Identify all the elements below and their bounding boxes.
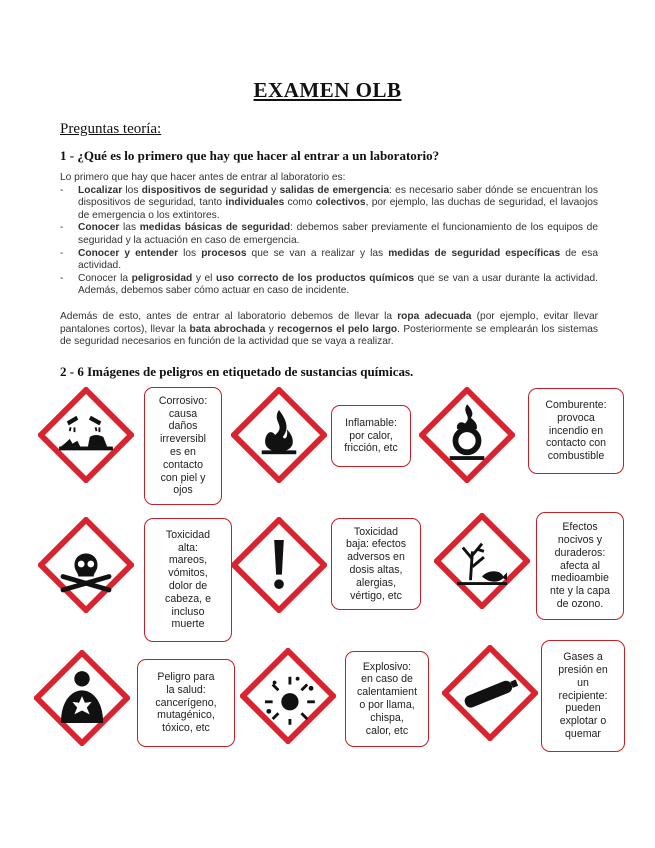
hazard-text-line: irreversibl xyxy=(160,433,206,446)
hazard-text-line: Inflamable: xyxy=(345,416,397,429)
hazard-description xyxy=(144,387,222,505)
hazard-text-line: nocivos y xyxy=(557,534,603,546)
skull-icon xyxy=(38,517,134,613)
hazard-text-line: alergias, xyxy=(355,576,397,589)
section-heading: Preguntas teoría: xyxy=(60,121,162,137)
hazard-text-line: alta: xyxy=(177,541,198,554)
hazard-text-line: cancerígeno, xyxy=(155,696,217,709)
hazard-text-line: contacto xyxy=(162,458,204,471)
hazard-text-line: Comburente: xyxy=(545,399,607,411)
hazard-text-line: un xyxy=(577,676,589,689)
hazard-text-line: explotar o xyxy=(559,715,607,728)
hazard-description xyxy=(345,651,429,747)
page-title: EXAMEN OLB xyxy=(253,78,402,102)
hazard-description xyxy=(541,640,625,752)
list-item: - Conocer la peligrosidad y el uso correcto de los productos químicos que se van a usar durante la actividad. Además, debemos saber cómo actuar en caso de incidente. xyxy=(60,273,598,298)
flammable-icon xyxy=(231,387,327,483)
hazard-text-line: Explosivo: xyxy=(362,660,412,673)
hazard-text-line: en caso de xyxy=(361,673,413,686)
answer-intro: Lo primero que hay que hacer antes de entrar al laboratorio es: xyxy=(60,172,346,183)
hazard-text-line: vértigo, etc xyxy=(350,589,402,602)
health-hazard-icon xyxy=(34,650,130,746)
hazard-text-line: con piel y xyxy=(160,471,206,484)
hazard-text-line: Gases a xyxy=(563,651,603,664)
question-2-heading: 2 - 6 Imágenes de peligros en etiquetado de sustancias químicas. xyxy=(60,364,414,379)
hazard-text-line: calentamient xyxy=(356,686,418,699)
hazard-text-line: incluso xyxy=(171,605,205,618)
hazard-text-line: quemar xyxy=(565,727,601,740)
hazard-text-line: contacto con xyxy=(545,437,607,450)
answer-list xyxy=(60,185,598,298)
hazard-text-line: chispa, xyxy=(370,711,404,724)
hazard-text-line: tóxico, etc xyxy=(162,722,210,735)
list-item: - Localizar los dispositivos de seguridad y salidas de emergencia: es necesario saber dónde se encuentran los dispositivos de seguridad, tanto individuales como colectivos, por ejemplo, las duchas de seguridad, el lavaojos de emergencia o los extintores. xyxy=(60,185,598,223)
hazard-description xyxy=(137,659,235,747)
hazard-text-line: causa xyxy=(168,407,198,420)
hazard-text-line: Toxicidad xyxy=(353,525,399,538)
question-1-heading: 1 - ¿Qué es lo primero que hay que hacer al entrar a un laboratorio? xyxy=(60,148,440,163)
hazard-text-line: nte y la capa xyxy=(549,585,611,598)
hazard-text-line: cabeza, e xyxy=(165,592,211,605)
hazard-text-line: dolor de xyxy=(168,580,208,592)
hazard-text-line: de ozono. xyxy=(556,597,604,610)
hazard-text-line: presión en xyxy=(558,664,608,676)
hazard-text-line: la salud: xyxy=(166,683,206,696)
hazard-text-line: Peligro para xyxy=(157,671,215,683)
hazard-text-line: incendio en xyxy=(548,424,604,437)
hazard-text-line: fricción, etc xyxy=(344,442,398,455)
hazard-text-line: calor, etc xyxy=(365,724,409,737)
hazard-text-line: afecta al xyxy=(559,559,601,572)
hazard-description xyxy=(528,388,624,474)
hazard-text-line: adversos en xyxy=(347,551,405,564)
hazard-description xyxy=(331,518,421,610)
hazard-text-line: combustible xyxy=(547,450,605,463)
oxidizer-icon xyxy=(419,387,515,483)
hazard-text-line: duraderos: xyxy=(554,546,606,559)
hazard-text-line: daños xyxy=(168,420,198,433)
hazard-text-line: dosis altas, xyxy=(349,564,403,576)
hazard-text-line: es en xyxy=(170,446,196,458)
hazard-text-line: vómitos, xyxy=(168,567,208,580)
hazard-text-line: Toxicidad xyxy=(165,528,211,541)
hazard-text-line: Efectos xyxy=(562,521,598,534)
hazard-text-line: Corrosivo: xyxy=(158,394,208,407)
gas-cylinder-icon xyxy=(442,645,538,741)
hazard-description xyxy=(536,512,624,620)
environment-icon xyxy=(434,513,530,609)
hazard-text-line: o por llama, xyxy=(359,699,415,711)
list-item: - Conocer las medidas básicas de seguridad: debemos saber previamente el funcionamiento de los equipos de seguridad y la actuación en caso de emergencia. xyxy=(60,222,598,247)
hazard-text-line: ojos xyxy=(173,484,193,497)
hazard-text-line: provoca xyxy=(557,411,595,424)
hazard-text-line: baja: efectos xyxy=(345,538,407,551)
hazard-text-line: por calor, xyxy=(349,429,393,442)
corrosive-icon xyxy=(38,387,134,483)
hazard-text-line: pueden xyxy=(565,702,601,715)
hazard-description xyxy=(144,518,232,642)
question-1-answer xyxy=(60,172,598,349)
hazard-text-line: mutagénico, xyxy=(157,709,215,722)
hazard-description xyxy=(331,405,411,467)
exclamation-icon xyxy=(231,517,327,613)
hazard-text-line: recipiente: xyxy=(558,689,608,702)
hazard-text-line: mareos, xyxy=(168,554,208,567)
answer-paragraph: Además de esto, antes de entrar al laboratorio debemos de llevar la ropa adecuada (por ejemplo, evitar llevar pantalones cortos), llevar la bata abrochada y recogernos el pelo largo. Posteriormente se emplearán los sistemas de seguridad necesarios en función de la actividad que se vaya a realizar. xyxy=(60,310,599,348)
explosive-icon xyxy=(240,648,336,744)
hazard-text-line: muerte xyxy=(171,618,205,631)
hazard-text-line: medioambie xyxy=(551,572,609,585)
list-item: - Conocer y entender los procesos que se van a realizar y las medidas de seguridad específicas de esa actividad. xyxy=(60,248,598,273)
